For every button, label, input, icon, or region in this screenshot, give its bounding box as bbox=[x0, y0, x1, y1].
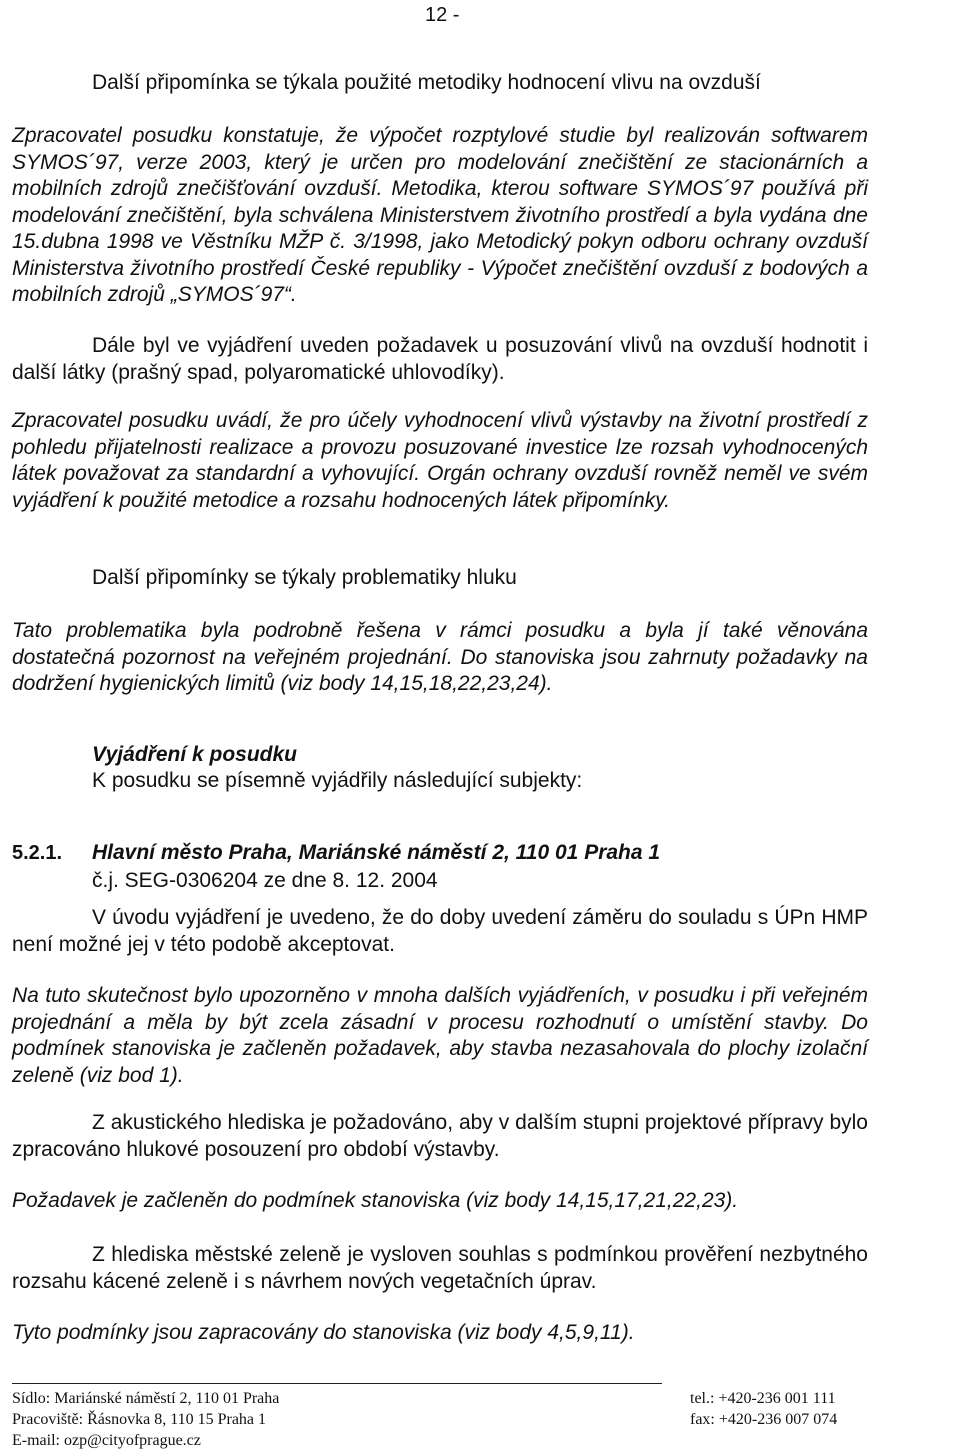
footer-email: E-mail: ozp@cityofprague.cz bbox=[12, 1432, 201, 1449]
paragraph-isolation-greenery: Na tuto skutečnost bylo upozorněno v mnoha dalších vyjádřeních, v posudku i při veřejném projednání a měla by být zcela zásadní v procesu rozhodnutí o umístění stavby. Do podmínek stanoviska je začleněn požadavek, aby stavba nezasahovala do plochy izolační zeleně (viz bod 1). bbox=[12, 984, 868, 1087]
footer-address bbox=[12, 1388, 279, 1451]
paragraph-evaluator-response: Zpracovatel posudku uvádí, že pro účely vyhodnocení vlivů výstavby na životní prostředí z pohledu přijatelnosti realizace a provozu posuzované investice lze rozsah vyhodnocených látek považovat za standardní a vyhovující. Orgán ochrany ovzduší rovněž neměl ve svém vyjádření k použité metodice a rozsahu hodnocených látek připomínky. bbox=[12, 409, 868, 512]
heading-air-methodology: Další připomínka se týkala použité metodiky hodnocení vlivu na ovzduší bbox=[92, 71, 761, 94]
item-number: 5.2.1. bbox=[12, 842, 63, 864]
heading-statements: Vyjádření k posudku bbox=[92, 743, 298, 766]
footer-divider bbox=[12, 1383, 662, 1384]
footer-contact bbox=[690, 1388, 837, 1430]
page-number: 12 - bbox=[425, 4, 460, 26]
paragraph-acoustic: Z akustického hlediska je požadováno, aby v dalším stupni projektové přípravy bylo zpracováno hlukové posouzení pro období výstavby. bbox=[12, 1111, 868, 1161]
paragraph-greenery-conditions: Tyto podmínky jsou zapracovány do stanoviska (viz body 4,5,9,11). bbox=[12, 1321, 635, 1344]
footer-fax: fax: +420-236 007 074 bbox=[690, 1411, 838, 1428]
paragraph-acoustic-conditions: Požadavek je začleněn do podmínek stanoviska (viz body 14,15,17,21,22,23). bbox=[12, 1189, 739, 1212]
paragraph-statements-intro: K posudku se písemně vyjádřily následující subjekty: bbox=[92, 769, 583, 792]
item-title: Hlavní město Praha, Mariánské náměstí 2, 110 01 Praha 1 bbox=[92, 841, 661, 864]
footer-sidlo: Sídlo: Mariánské náměstí 2, 110 01 Praha bbox=[12, 1390, 280, 1407]
footer-tel: tel.: +420-236 001 111 bbox=[690, 1390, 836, 1407]
paragraph-greenery: Z hlediska městské zeleně je vysloven souhlas s podmínkou prověření nezbytného rozsahu kácené zeleně i s návrhem nových vegetačních úprav. bbox=[12, 1243, 868, 1293]
paragraph-upn: V úvodu vyjádření je uvedeno, že do doby uvedení záměru do souladu s ÚPn HMP není možné jej v této podobě akceptovat. bbox=[12, 906, 868, 956]
paragraph-other-substances: Dále byl ve vyjádření uveden požadavek u posuzování vlivů na ovzduší hodnotit i další látky (prašný spad, polyaromatické uhlovodíky). bbox=[12, 334, 868, 384]
paragraph-symos: Zpracovatel posudku konstatuje, že výpočet rozptylové studie byl realizován softwarem SYMOS´97, verze 2003, který je určen pro modelování znečištění ze stacionárních a mobilních zdrojů znečišťování ovzduší. Metodika, kterou software SYMOS´97 používá při modelování znečištění, byla schválena Ministerstvem životního prostředí a byla vydána dne 15.dubna 1998 ve Věstníku MŽP č. 3/1998, jako Metodický pokyn odboru ochrany ovzduší Ministerstva životního prostředí České republiky - Výpočet znečištění ovzduší z bodových a mobilních zdrojů „SYMOS´97“. bbox=[12, 124, 868, 306]
paragraph-noise: Tato problematika byla podrobně řešena v rámci posudku a byla jí také věnována dostatečná pozornost na veřejném projednání. Do stanoviska jsou zahrnuty požadavky na dodržení hygienických limitů (viz body 14,15,18,22,23,24). bbox=[12, 619, 868, 695]
footer-pracoviste: Pracoviště: Řásnovka 8, 110 15 Praha 1 bbox=[12, 1411, 267, 1428]
heading-noise: Další připomínky se týkaly problematiky hluku bbox=[92, 566, 517, 589]
item-reference: č.j. SEG-0306204 ze dne 8. 12. 2004 bbox=[92, 869, 438, 892]
